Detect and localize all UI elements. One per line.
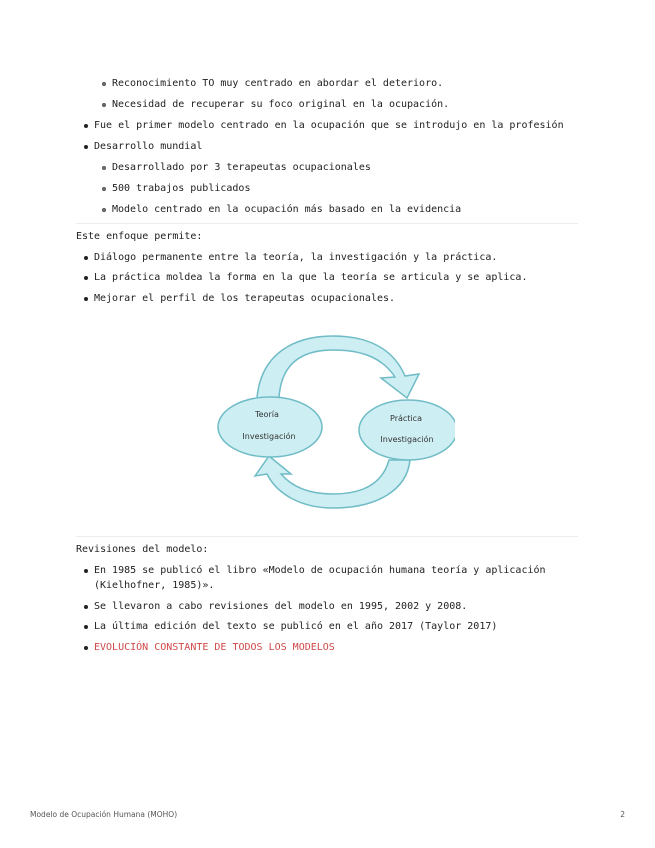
page-number: 2 — [620, 810, 625, 819]
right-node-ellipse — [359, 400, 455, 460]
list-item: 500 trabajos publicados — [112, 183, 251, 194]
section3-intro: Revisiones del modelo: — [76, 544, 209, 555]
section2-intro: Este enfoque permite: — [76, 231, 203, 242]
top-curved-arrow — [257, 336, 419, 398]
left-node-line2: Investigación — [242, 432, 296, 441]
list-item: Mejorar el perfil de los terapeutas ocupacionales. — [94, 293, 396, 304]
left-node-ellipse — [218, 397, 322, 457]
list-item: La última edición del texto se publicó en el año 2017 (Taylor 2017) — [94, 621, 498, 632]
footer-title: Modelo de Ocupación Humana (MOHO) — [30, 810, 178, 819]
list-item: Modelo centrado en la ocupación más basado en la evidencia — [112, 204, 462, 215]
list-item: Fue el primer modelo centrado en la ocupación que se introdujo en la profesión — [94, 120, 564, 131]
divider — [76, 536, 578, 537]
divider — [76, 223, 578, 224]
list-item: Se llevaron a cabo revisiones del modelo en 1995, 2002 y 2008. — [94, 601, 468, 612]
list-item: Desarrollo mundial — [94, 141, 203, 152]
list-item: Desarrollado por 3 terapeutas ocupacionales — [112, 162, 371, 173]
list-item: Diálogo permanente entre la teoría, la investigación y la práctica. — [94, 252, 498, 263]
right-node-line2: Investigación — [380, 435, 434, 444]
left-node-line1: Teoría — [255, 410, 279, 419]
highlight-item: EVOLUCIÓN CONSTANTE DE TODOS LOS MODELOS — [94, 642, 335, 653]
list-item: En 1985 se publicó el libro «Modelo de ocupación humana teoría y aplicación (Kielhofner, 1985)». — [94, 563, 554, 593]
list-item: Necesidad de recuperar su foco original en la ocupación. — [112, 99, 450, 110]
theory-practice-cycle-diagram — [205, 328, 455, 513]
list-item: La práctica moldea la forma en la que la teoría se articula y se aplica. — [94, 272, 528, 283]
list-item: Reconocimiento TO muy centrado en abordar el deterioro. — [112, 78, 444, 89]
bottom-curved-arrow — [255, 456, 410, 508]
right-node-line1: Práctica — [390, 414, 422, 423]
